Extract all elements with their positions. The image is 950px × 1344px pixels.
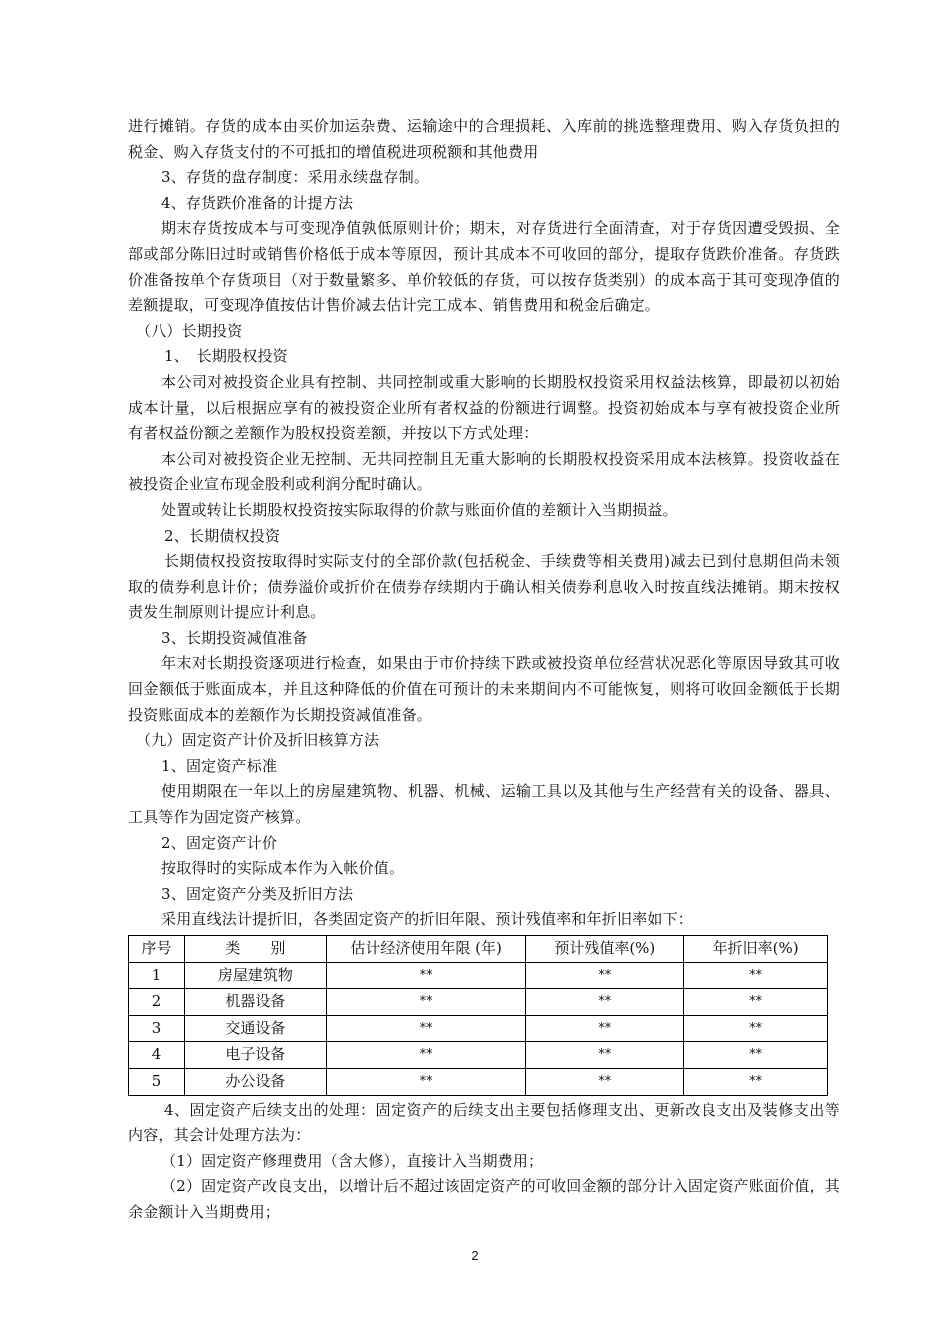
table-cell: **	[526, 1015, 684, 1042]
paragraph: 本公司对被投资企业无控制、无共同控制且无重大影响的长期股权投资采用成本法核算。投资收益在被投资企业宣布现金股利或利润分配时确认。	[128, 449, 840, 494]
table-cell: 4	[129, 1042, 185, 1069]
text-section-before-table	[128, 114, 840, 933]
table-cell: 电子设备	[184, 1042, 326, 1069]
table-cell: **	[326, 989, 526, 1016]
paragraph: 4、存货跌价准备的计提方法	[161, 193, 354, 212]
paragraph: 进行摊销。存货的成本由买价加运杂费、运输途中的合理损耗、入库前的挑选整理费用、购入存货负担的税金、购入存货支付的不可抵扣的增值税进项税额和其他费用	[128, 117, 840, 161]
header-cell: 预计残值率(%)	[526, 936, 684, 963]
table-cell: 3	[129, 1015, 185, 1042]
paragraph: 3、固定资产分类及折旧方法	[161, 884, 354, 903]
paragraph: 1、固定资产标准	[161, 756, 278, 775]
table-cell: **	[326, 1068, 526, 1095]
document-body	[128, 114, 840, 1226]
table-header-row	[129, 936, 828, 963]
table-cell: 2	[129, 989, 185, 1016]
table-cell: **	[326, 1015, 526, 1042]
paragraph: （2）固定资产改良支出，以增计后不超过该固定资产的可收回金额的部分计入固定资产账面价值，其余金额计入当期费用；	[128, 1177, 840, 1221]
table-cell: **	[526, 962, 684, 989]
paragraph: 3、长期投资减值准备	[161, 628, 308, 647]
table-cell: **	[684, 962, 828, 989]
table-cell: 机器设备	[184, 989, 326, 1016]
table-cell: **	[526, 989, 684, 1016]
header-cell: 类 别	[184, 936, 326, 963]
paragraph: 处置或转让长期股权投资按实际取得的价款与账面价值的差额计入当期损益。	[161, 500, 678, 519]
table-cell: **	[684, 1015, 828, 1042]
table-cell: 交通设备	[184, 1015, 326, 1042]
paragraph: （1）固定资产修理费用（含大修），直接计入当期费用；	[161, 1151, 544, 1170]
depreciation-table	[128, 935, 828, 1096]
table-cell: 房屋建筑物	[184, 962, 326, 989]
header-cell: 年折旧率(%)	[684, 936, 828, 963]
paragraph: 2、固定资产计价	[161, 833, 278, 852]
table-cell: **	[684, 1042, 828, 1069]
paragraph: 年末对长期投资逐项进行检查，如果由于市价持续下跌或被投资单位经营状况恶化等原因导致其可收回金额低于账面成本，并且这种降低的价值在可预计的未来期间内不可能恢复，则将可收回金额低于长期投资账面成本的差额作为长期投资减值准备。	[128, 654, 840, 724]
table-cell: 1	[129, 962, 185, 989]
paragraph: 期末存货按成本与可变现净值孰低原则计价；期末，对存货进行全面清查，对于存货因遭受毁损、全部或部分陈旧过时或销售价格低于成本等原因，预计其成本不可收回的部分，提取存货跌价准备。存货跌价准备按单个存货项目（对于数量繁多、单价较低的存货，可以按存货类别）的成本高于其可变现净值的差额提取，可变现净值按估计售价减去估计完工成本、销售费用和税金后确定。	[128, 219, 840, 315]
paragraph: 4、固定资产后续支出的处理：固定资产的后续支出主要包括修理支出、更新改良支出及装修支出等内容，其会计处理方法为：	[128, 1100, 840, 1145]
table-cell: **	[684, 1068, 828, 1095]
page-number: 2	[471, 1248, 479, 1263]
paragraph: 3、存货的盘存制度：采用永续盘存制。	[161, 168, 430, 187]
table-row	[129, 1068, 828, 1095]
paragraph: 使用期限在一年以上的房屋建筑物、机器、机械、运输工具以及其他与生产经营有关的设备、器具、工具等作为固定资产核算。	[128, 782, 840, 827]
paragraph: 采用直线法计提折旧，各类固定资产的折旧年限、预计残值率和年折旧率如下：	[161, 910, 694, 929]
paragraph: 长期债权投资按取得时实际支付的全部价款(包括税金、手续费等相关费用)减去已到付息期但尚未领取的债券利息计价；债券溢价或折价在债券存续期内于确认相关债券利息收入时按直线法摊销。期末按权责发生制原则计提应计利息。	[128, 552, 840, 622]
paragraph: 按取得时的实际成本作为入帐价值。	[161, 859, 405, 878]
text-section-after-table	[128, 1098, 840, 1226]
table-cell: **	[326, 962, 526, 989]
table-cell: **	[526, 1042, 684, 1069]
header-cell: 估计经济使用年限 (年)	[326, 936, 526, 963]
paragraph: 本公司对被投资企业具有控制、共同控制或重大影响的长期股权投资采用权益法核算，即最初以初始成本计量，以后根据应享有的被投资企业所有者权益的份额进行调整。投资初始成本与享有被投资企业所有者权益份额之差额作为股权投资差额，并按以下方式处理：	[128, 372, 840, 443]
table-cell: 5	[129, 1068, 185, 1095]
table-row	[129, 1042, 828, 1069]
table-cell: **	[526, 1068, 684, 1095]
paragraph: 2、长期债权投资	[164, 526, 281, 545]
table-row	[129, 1015, 828, 1042]
table-cell: **	[326, 1042, 526, 1069]
paragraph: （九）固定资产计价及折旧核算方法	[136, 731, 380, 750]
table-row	[129, 989, 828, 1016]
header-cell: 序号	[129, 936, 185, 963]
table-row	[129, 962, 828, 989]
table-cell: 办公设备	[184, 1068, 326, 1095]
paragraph: 1、 长期股权投资	[164, 347, 288, 366]
table-cell: **	[684, 989, 828, 1016]
paragraph: （八）长期投资	[136, 321, 243, 340]
